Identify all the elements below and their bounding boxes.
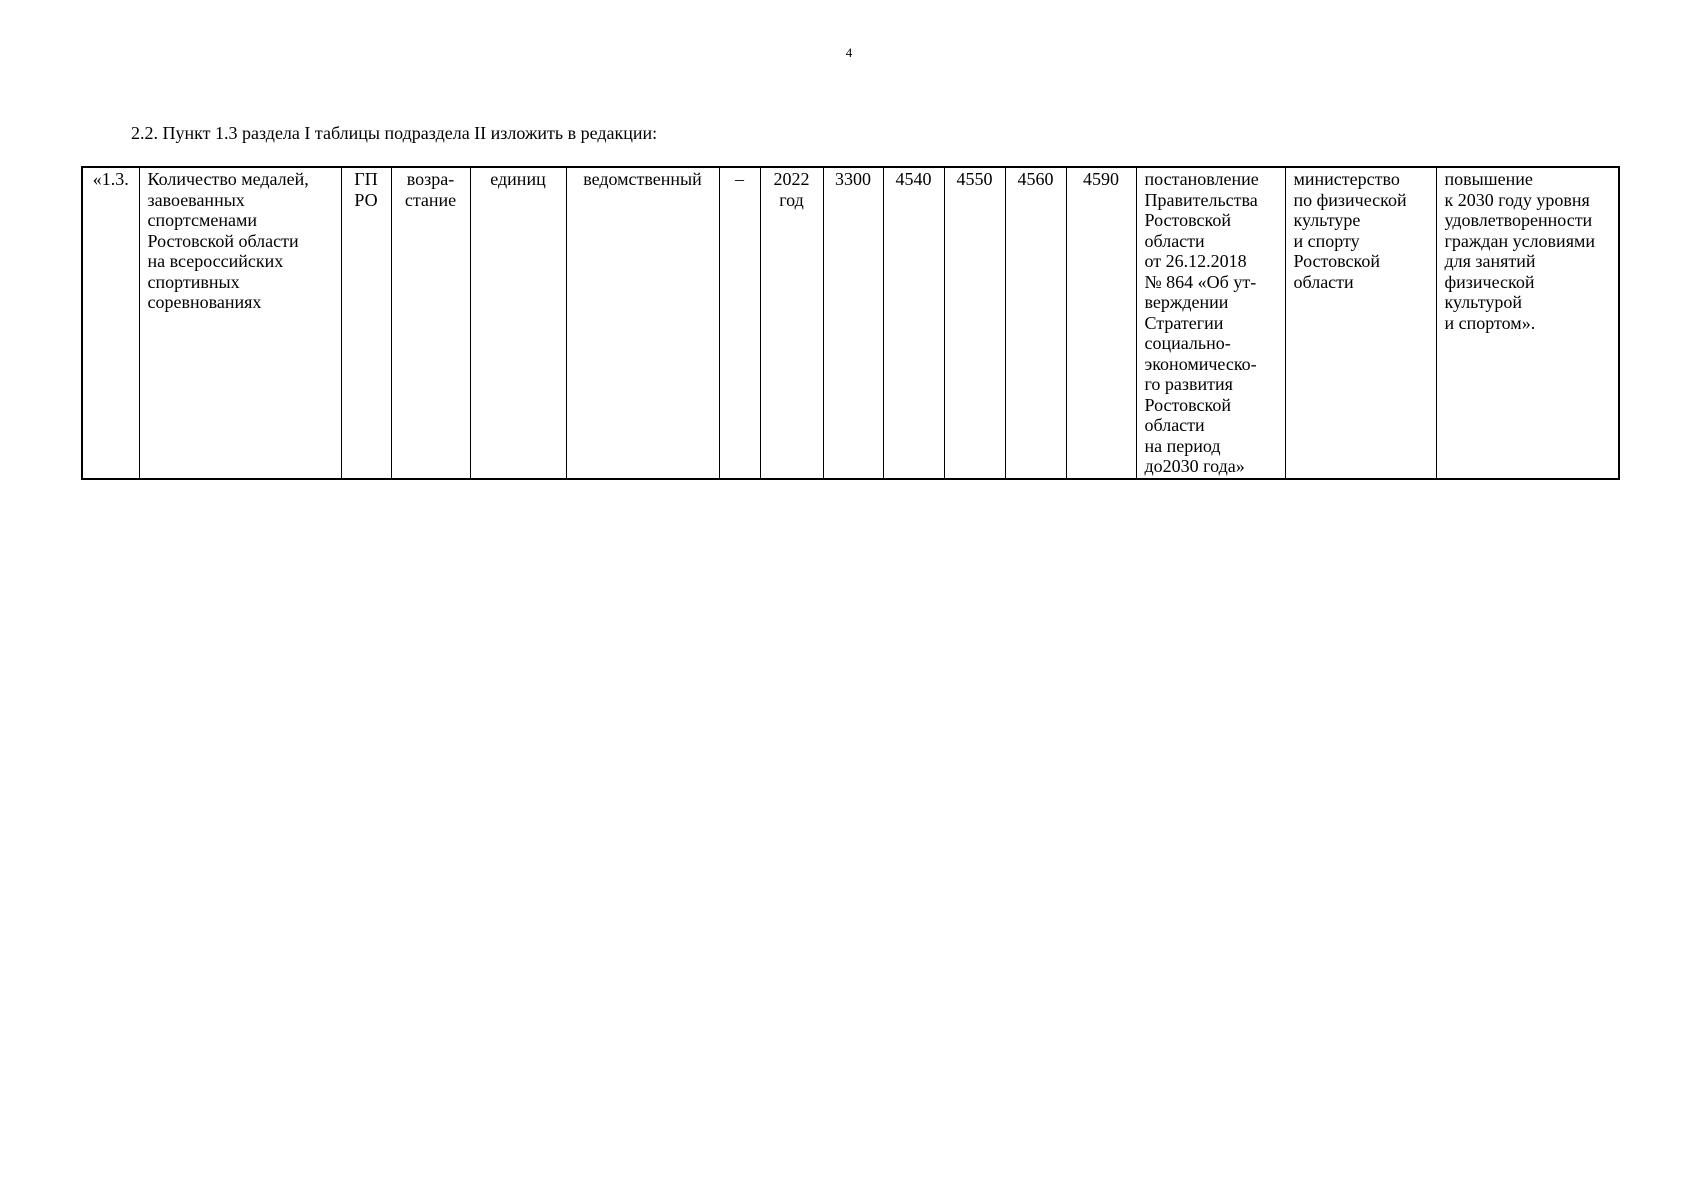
cell-value-3: 4550: [944, 167, 1005, 479]
cell-value-1: 3300: [823, 167, 883, 479]
cell-item-number: «1.3.: [82, 167, 139, 479]
cell-value-2: 4540: [883, 167, 944, 479]
cell-dash: –: [719, 167, 760, 479]
cell-value-5: 4590: [1066, 167, 1136, 479]
cell-responsible: министерство по физической культуре и спорту Ростовской области: [1285, 167, 1436, 479]
cell-unit: единиц: [470, 167, 566, 479]
cell-indicator-name: Количество медалей, завоеванных спортсменами Ростовской области на всероссийских спортивных соревнованиях: [139, 167, 341, 479]
cell-indicator-type: ведомственный: [566, 167, 719, 479]
cell-value-4: 4560: [1005, 167, 1066, 479]
cell-trend: возра- стание: [391, 167, 470, 479]
cell-goal: повышение к 2030 году уровня удовлетворенности граждан условиями для занятий физической культурой и спортом».: [1436, 167, 1619, 479]
table-row: [82, 167, 1619, 479]
amendment-intro-text: 2.2. Пункт 1.3 раздела I таблицы подраздела II изложить в редакции:: [131, 123, 658, 143]
cell-program: ГП РО: [341, 167, 391, 479]
cell-document: постановление Правительства Ростовской области от 26.12.2018 № 864 «Об ут- верждении Стратегии социально- экономическо- го развития Ростовской области на период до2030 года»: [1136, 167, 1285, 479]
indicator-table: [81, 166, 1620, 480]
page-number: 4: [845, 45, 853, 60]
cell-base-year: 2022 год: [760, 167, 823, 479]
